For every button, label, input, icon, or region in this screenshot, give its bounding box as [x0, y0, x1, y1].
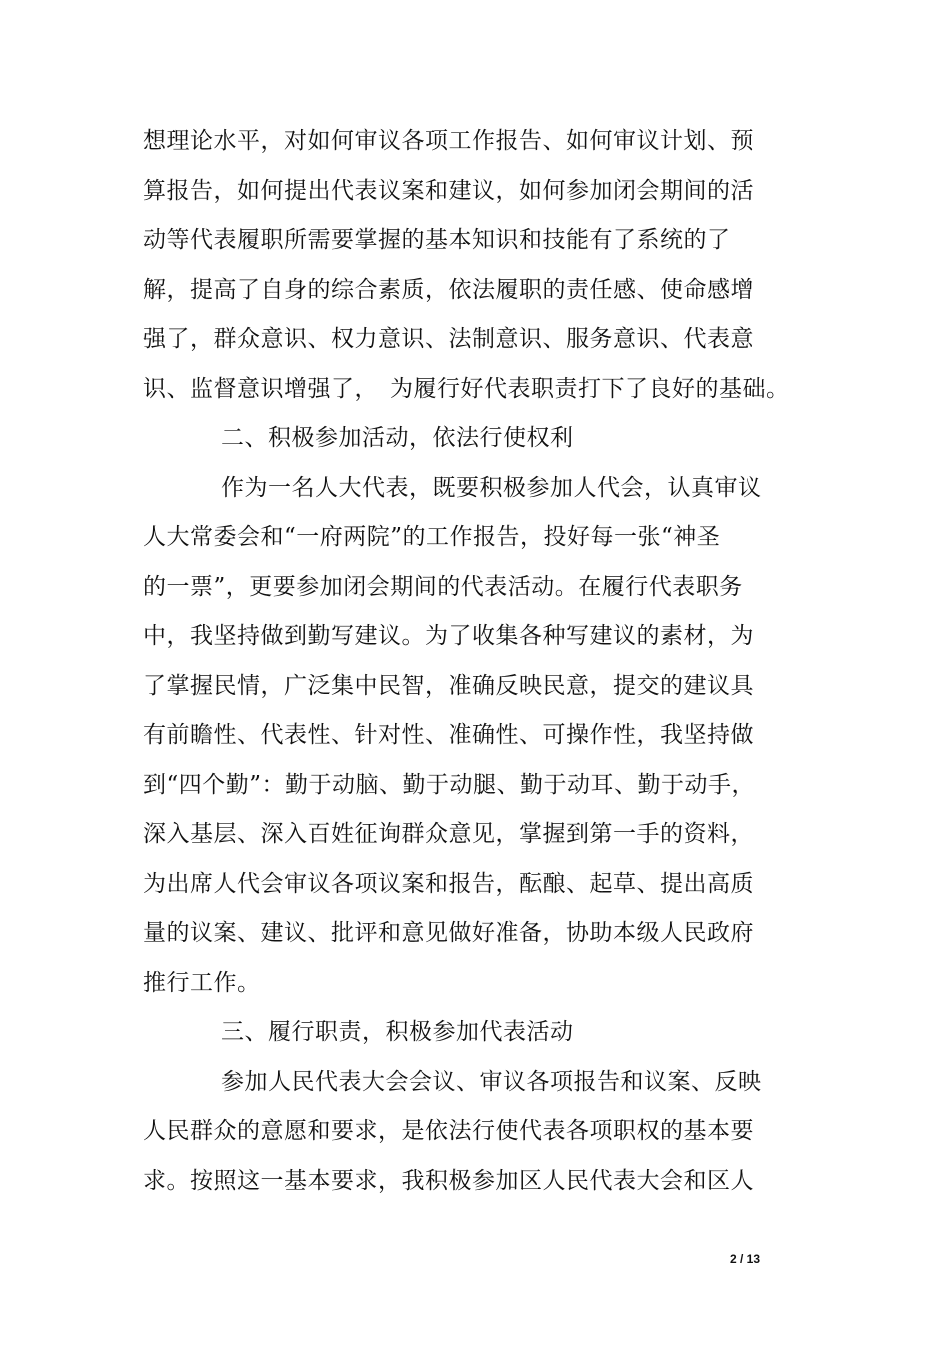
text-line: 解，提高了自身的综合素质，依法履职的责任感、使命感增 — [143, 276, 754, 303]
text-line: 想理论水平，对如何审议各项工作报告、如何审议计划、预 — [143, 128, 754, 154]
text-line: 有前瞻性、代表性、针对性、准确性、可操作性，我坚持做 — [143, 722, 754, 748]
text-line: 动等代表履职所需要掌握的基本知识和技能有了系统的了 — [143, 227, 731, 253]
text-line: 量的议案、建议、批评和意见做好准备，协助本级人民政府 — [143, 920, 754, 946]
text-line: 中，我坚持做到勤写建议。为了收集各种写建议的素材，为 — [143, 623, 754, 649]
paragraph-start-line: 作为一名人大代表，既要积极参加人代会，认真审议 — [221, 474, 762, 501]
text-line: 推行工作。 — [143, 969, 261, 996]
text-line: 深入基层、深入百姓征询群众意见，掌握到第一手的资料， — [143, 821, 754, 847]
text-line: 求。按照这一基本要求，我积极参加区人民代表大会和区人 — [143, 1167, 754, 1194]
paragraph-start-line: 二、积极参加活动，依法行使权利 — [221, 425, 574, 451]
text-line: 算报告，如何提出代表议案和建议，如何参加闭会期间的活 — [143, 177, 754, 204]
text-line: 的一票”，更要参加闭会期间的代表活动。在履行代表职务 — [143, 573, 743, 600]
text-line: 识、监督意识增强了， 为履行好代表职责打下了良好的基础。 — [143, 375, 790, 402]
document-body — [143, 121, 790, 1210]
text-line: 了掌握民情，广泛集中民智，准确反映民意，提交的建议具 — [143, 672, 754, 699]
text-line: 强了，群众意识、权力意识、法制意识、服务意识、代表意 — [143, 326, 754, 352]
paragraph-start-line: 三、履行职责，积极参加代表活动 — [221, 1019, 574, 1045]
text-line: 为出席人代会审议各项议案和报告，酝酿、起草、提出高质 — [143, 870, 754, 897]
text-line: 人民群众的意愿和要求，是依法行使代表各项职权的基本要 — [143, 1118, 754, 1144]
paragraph-start-line: 参加人民代表大会会议、审议各项报告和议案、反映 — [221, 1068, 762, 1095]
page-number: 2 / 13 — [730, 1252, 761, 1266]
text-line: 人大常委会和“一府两院”的工作报告，投好每一张“神圣 — [143, 524, 721, 550]
text-line: 到“四个勤”：勤于动脑、勤于动腿、勤于动耳、勤于动手， — [143, 771, 756, 798]
